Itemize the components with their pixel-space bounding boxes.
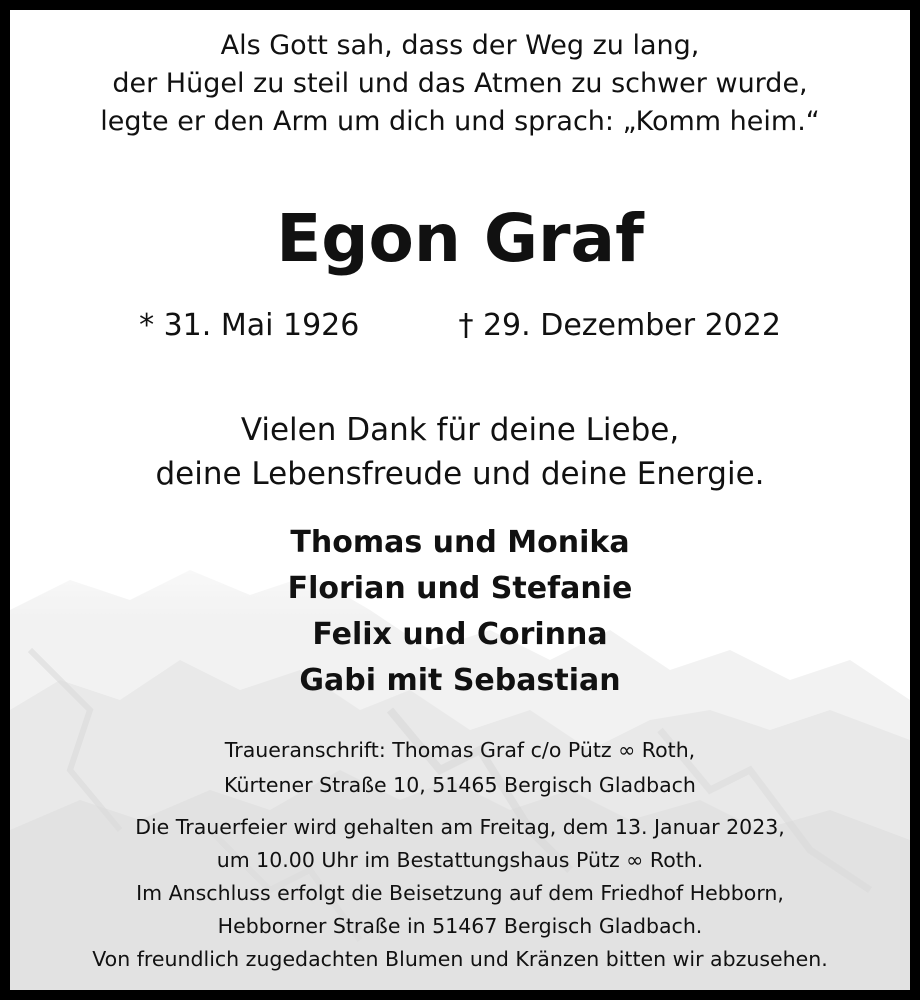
life-dates — [10, 308, 910, 343]
birth-date: * 31. Mai 1926 — [139, 308, 360, 343]
ceremony-line-4: Hebborner Straße in 51467 Bergisch Gladbach. — [217, 914, 703, 938]
verse-line-2: der Hügel zu steil und das Atmen zu schwer wurde, — [112, 68, 808, 99]
mourner-3: Felix und Corinna — [312, 617, 608, 652]
address-line-2: Kürtener Straße 10, 51465 Bergisch Gladbach — [224, 773, 696, 797]
ceremony-line-2: um 10.00 Uhr im Bestattungshaus Pütz ∞ Roth. — [216, 848, 704, 872]
verse-line-1: Als Gott sah, dass der Weg zu lang, — [220, 30, 700, 61]
thanks-line-2: deine Lebensfreude und deine Energie. — [155, 456, 765, 492]
mourner-4: Gabi mit Sebastian — [299, 663, 621, 698]
mourner-1: Thomas und Monika — [290, 525, 630, 560]
ceremony-line-1: Die Trauerfeier wird gehalten am Freitag, dem 13. Januar 2023, — [135, 815, 785, 839]
death-date: † 29. Dezember 2022 — [458, 308, 781, 343]
mourner-2: Florian und Stefanie — [287, 571, 633, 606]
deceased-name: Egon Graf — [276, 200, 644, 277]
verse-line-3: legte er den Arm um dich und sprach: „Komm heim.“ — [100, 106, 820, 137]
thanks-line-1: Vielen Dank für deine Liebe, — [240, 412, 680, 448]
ceremony-line-3: Im Anschluss erfolgt die Beisetzung auf dem Friedhof Hebborn, — [136, 881, 784, 905]
address-line-1: Traueranschrift: Thomas Graf c/o Pütz ∞ Roth, — [224, 738, 696, 762]
ceremony-line-5: Von freundlich zugedachten Blumen und Kränzen bitten wir abzusehen. — [92, 947, 828, 971]
